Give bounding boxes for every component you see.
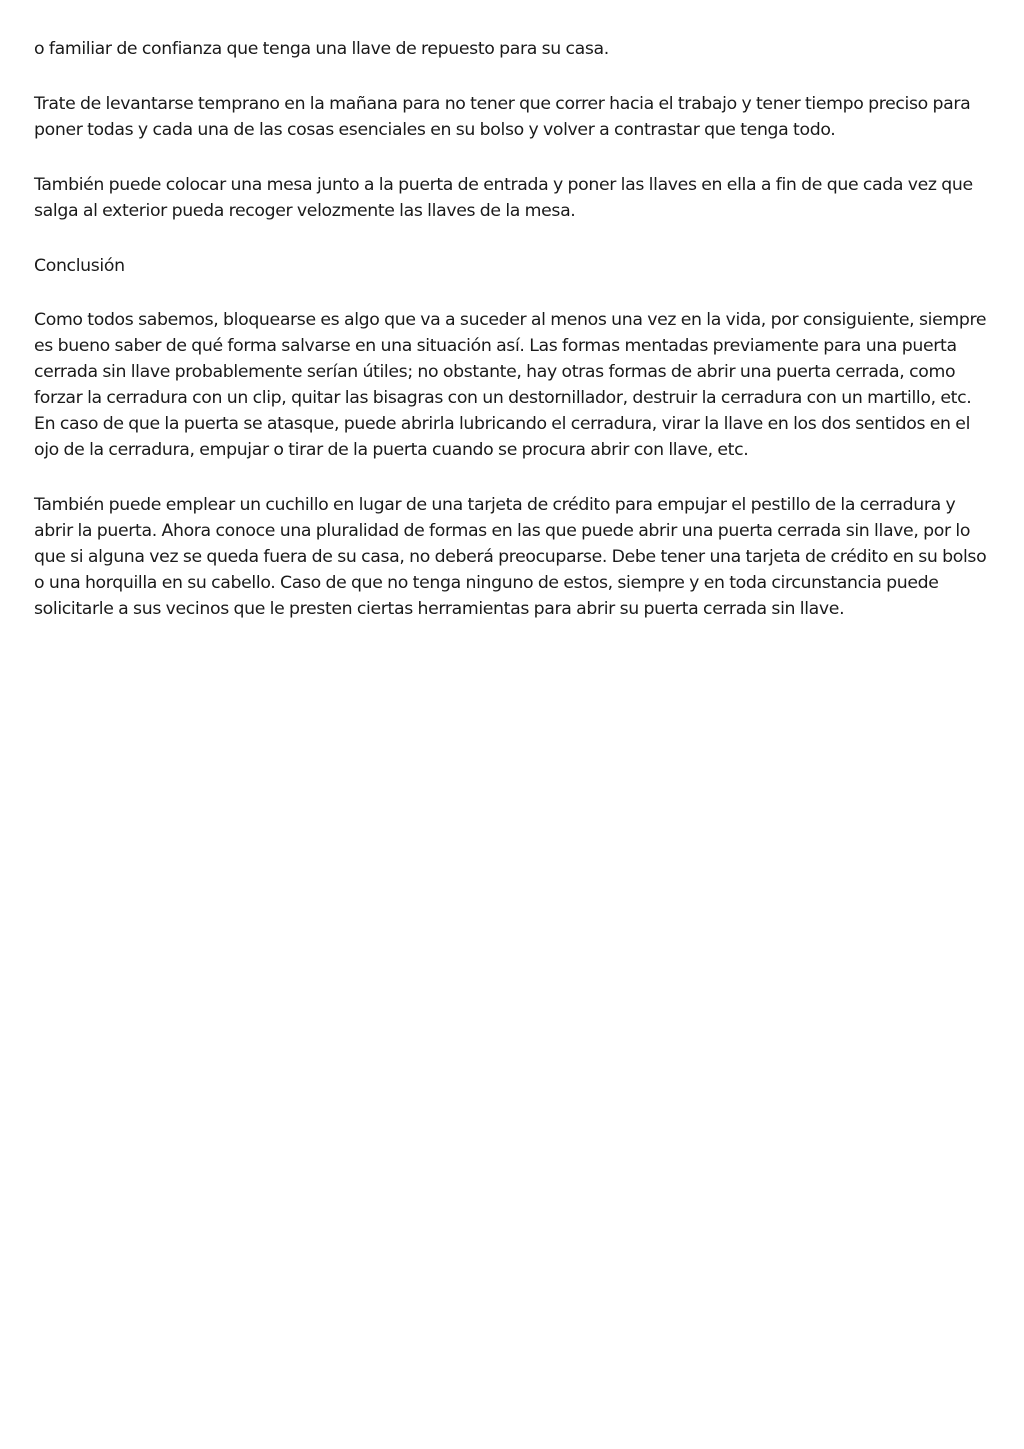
section-heading-conclusion: Conclusión [34,255,125,276]
paragraph-intro-continuation: o familiar de confianza que tenga una llave de repuesto para su casa. [34,39,609,59]
document-page [34,37,996,651]
paragraph-conclusion-body: Como todos sabemos, bloquearse es algo que va a suceder al menos una vez en la vida, por consiguiente, siempre es bueno saber de qué forma salvarse en una situación así. Las formas mentadas previamente para una puerta cerrada sin llave probablemente serían útiles; no obstante, hay otras formas de abrir una puerta cerrada, como forzar la cerradura con un clip, quitar las bisagras con un destornillador, destruir la cerradura con un martillo, etc. En caso de que la puerta se atasque, puede abrirla lubricando el cerradura, virar la llave en los dos sentidos en el ojo de la cerradura, empujar o tirar de la puerta cuando se procura abrir con llave, etc. [34,310,987,460]
paragraph-key-table: También puede colocar una mesa junto a la puerta de entrada y poner las llaves en ella a fin de que cada vez que salga al exterior pueda recoger velozmente las llaves de la mesa. [34,174,973,221]
paragraph-final: También puede emplear un cuchillo en lugar de una tarjeta de crédito para empujar el pestillo de la cerradura y abrir la puerta. Ahora conoce una pluralidad de formas en las que puede abrir una puerta cerrada sin llave, por lo que si alguna vez se queda fuera de su casa, no deberá preocuparse. Debe tener una tarjeta de crédito en su bolso o una horquilla en su cabello. Caso de que no tenga ninguno de estos, siempre y en toda circunstancia puede solicitarle a sus vecinos que le presten ciertas herramientas para abrir su puerta cerrada sin llave. [34,494,987,619]
paragraph-wake-early: Trate de levantarse temprano en la mañana para no tener que correr hacia el trabajo y tener tiempo preciso para poner todas y cada una de las cosas esenciales en su bolso y volver a contrastar que tenga todo. [34,93,971,140]
